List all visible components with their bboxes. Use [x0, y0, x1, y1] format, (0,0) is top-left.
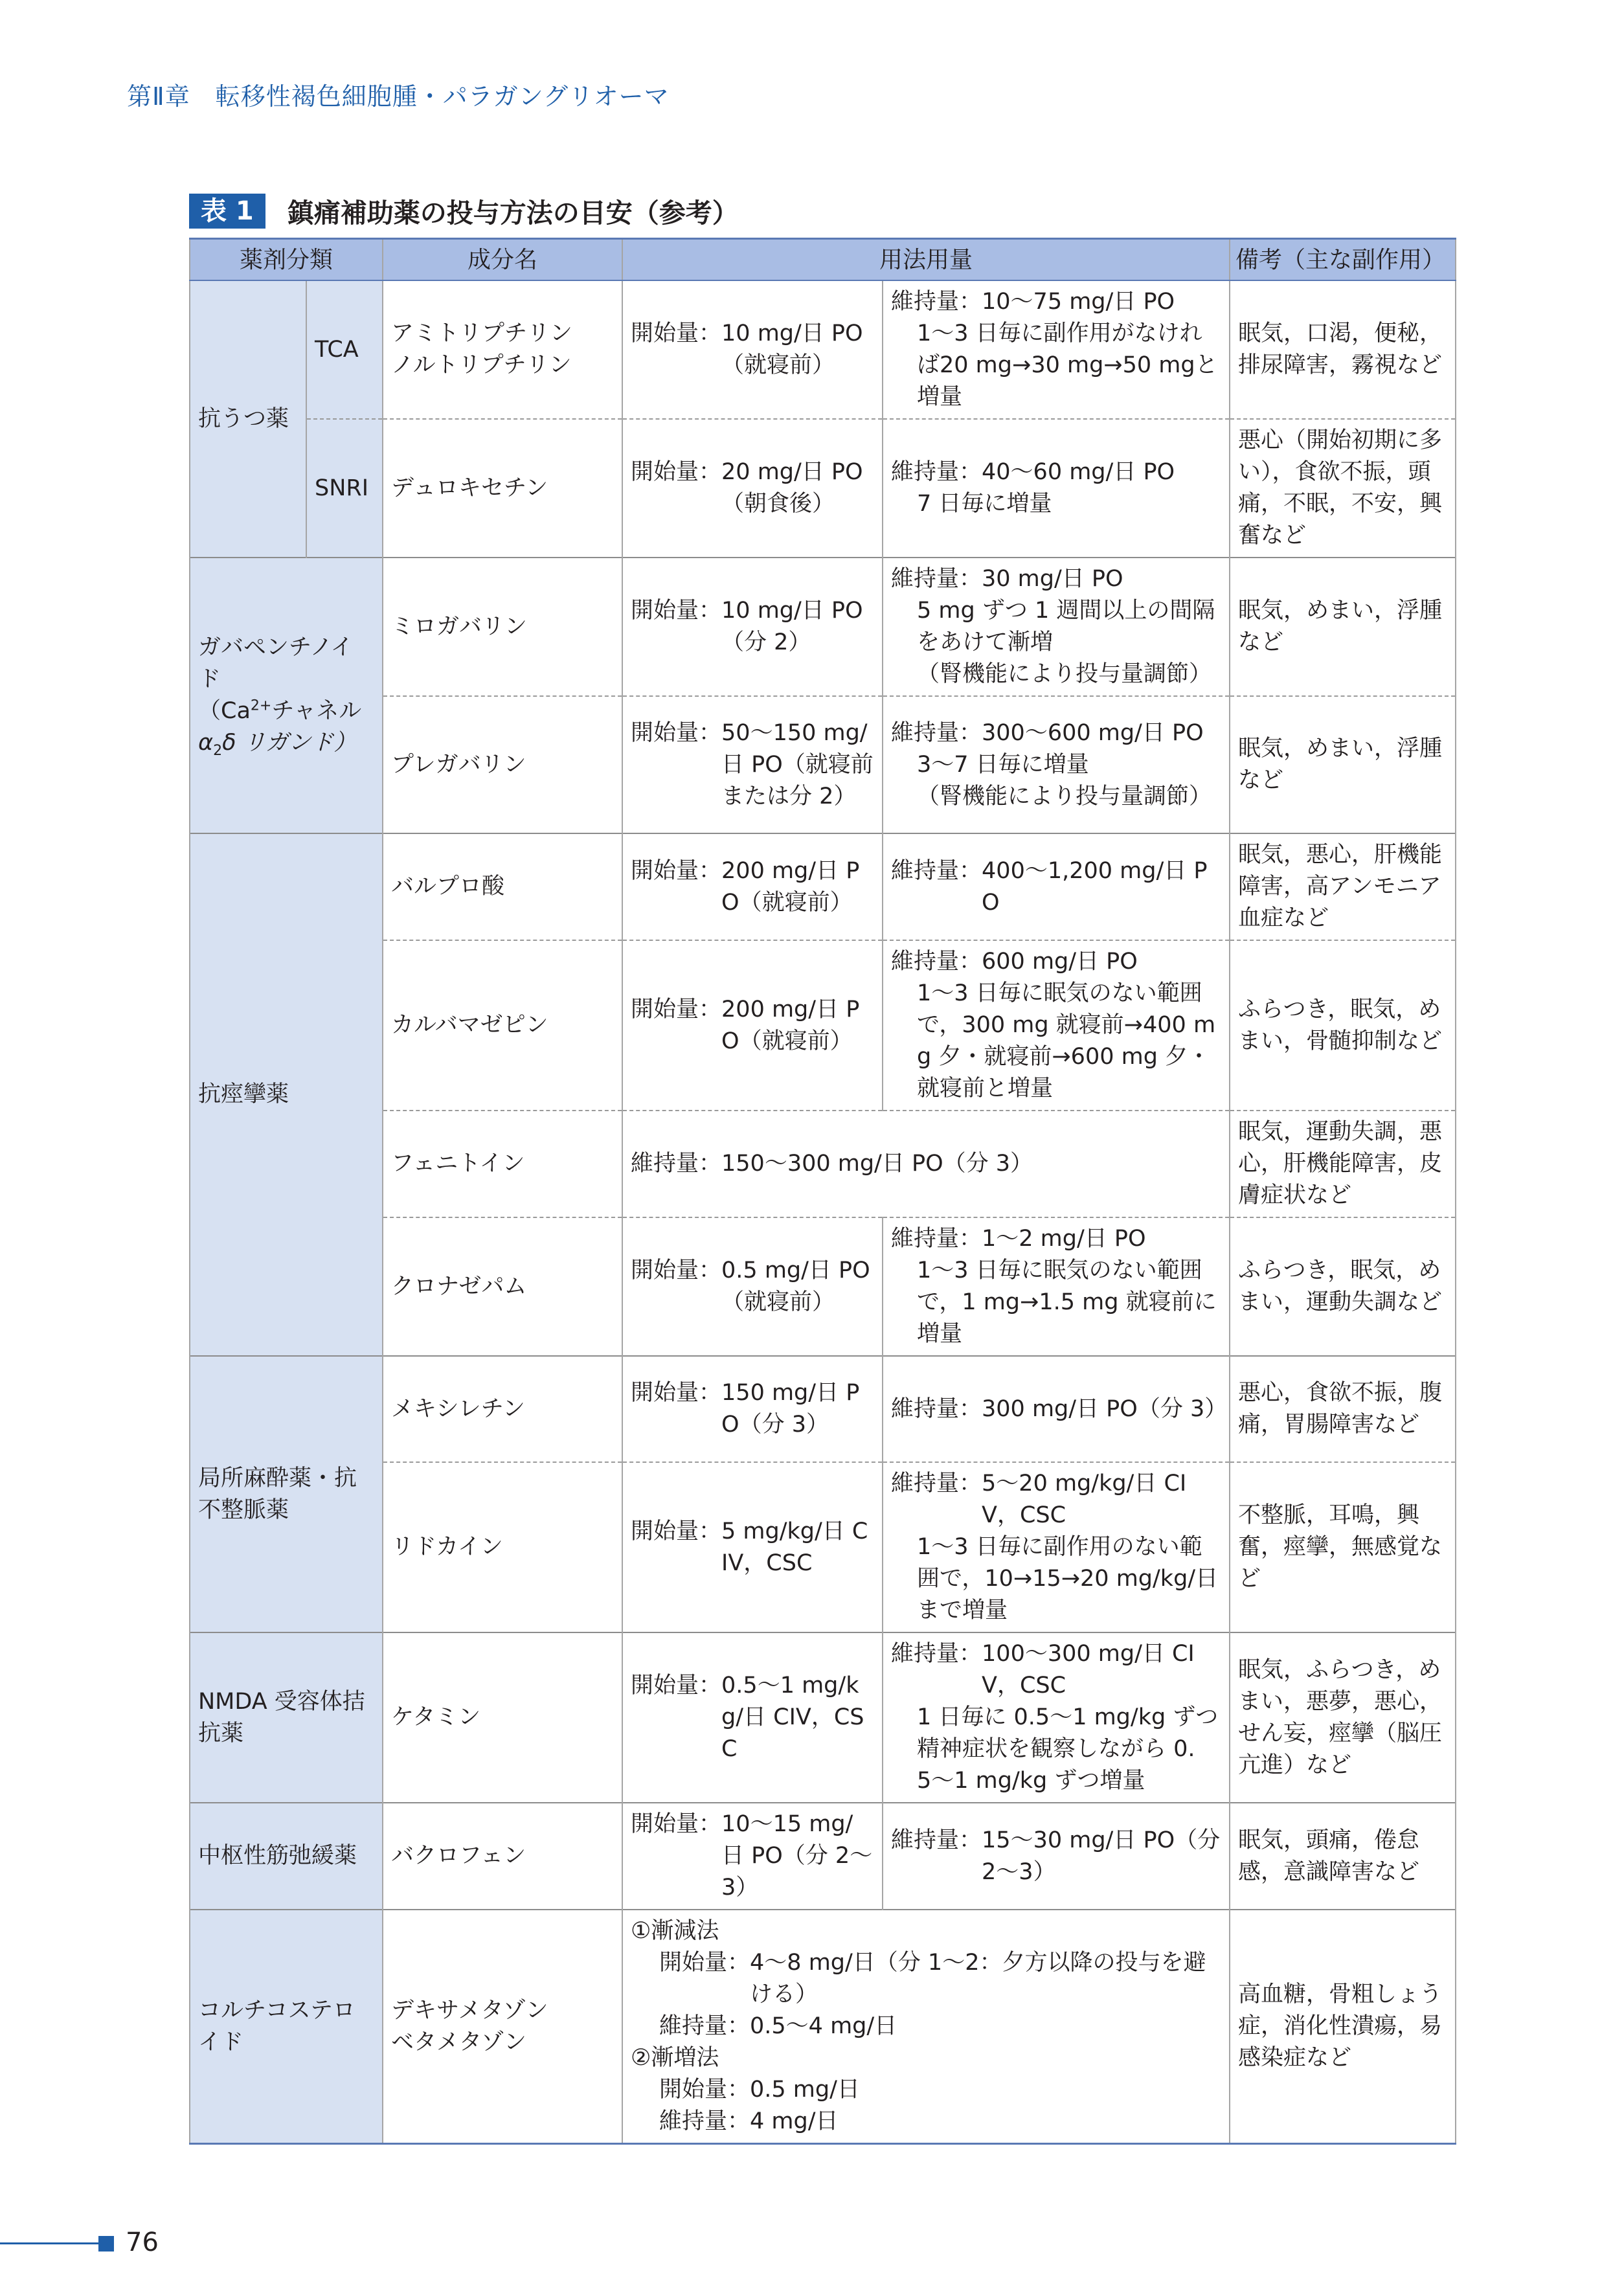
maintenance-note: 7 日毎に増量 — [917, 491, 1052, 517]
maintenance-dose-cell — [883, 940, 1230, 1111]
maintenance-dose-cell — [883, 419, 1230, 558]
start-dose-value: 150 mg/日 PO（分 3） — [721, 1380, 860, 1438]
maintenance-note: 1〜3 日毎に副作用のない範囲で，10→15→20 mg/kg/日まで増量 — [917, 1534, 1219, 1623]
ingredient-cell: ミロガバリン — [383, 558, 622, 696]
start-dose-cell — [622, 1462, 883, 1632]
table-title: 鎮痛補助薬の投与方法の目安（参考） — [287, 198, 739, 229]
maintenance-dose: 維持量：0.5〜4 mg/日 — [659, 2013, 897, 2039]
table-header-row — [190, 239, 1456, 281]
table-label: 表 1 — [189, 194, 265, 229]
table-row — [190, 558, 1456, 696]
header-remarks: 備考（主な副作用） — [1230, 239, 1456, 281]
maintenance-note: 3〜7 日毎に増量 — [917, 751, 1089, 778]
maintenance-dose: 維持量：600 mg/日 PO — [891, 949, 1138, 975]
start-dose-value: 0.5〜1 mg/kg/日 CIV，CSC — [721, 1673, 864, 1762]
maintenance-dose: 維持量：30 mg/日 PO — [891, 566, 1123, 592]
start-dose-value: 0.5 mg/日 PO — [721, 1258, 870, 1283]
start-dose-cell — [622, 419, 883, 558]
start-dose-note: （就寝前） — [721, 352, 835, 378]
remarks-cell: ふらつき，眠気，めまい，骨髄抑制など — [1230, 940, 1456, 1111]
start-dose-cell — [622, 696, 883, 833]
start-dose-label: 開始量： — [631, 598, 722, 624]
maintenance-note: （腎機能により投与量調節） — [917, 661, 1212, 687]
header-class: 薬剤分類 — [190, 239, 383, 281]
start-dose: 開始量：0.5 mg/日 — [659, 2077, 860, 2103]
ingredient-cell: クロナゼパム — [383, 1217, 622, 1356]
remarks-cell: 眠気，頭痛，倦怠感，意識障害など — [1230, 1803, 1456, 1910]
header-dosage: 用法用量 — [622, 239, 1230, 281]
remarks-cell: 眠気，運動失調，悪心，肝機能障害，皮膚症状など — [1230, 1111, 1456, 1217]
ingredient-cell: メキシレチン — [383, 1356, 622, 1462]
ingredient-name: ベタメタゾン — [391, 2029, 526, 2055]
maintenance-dose: 維持量：10〜75 mg/日 PO — [891, 289, 1175, 315]
table-row — [190, 280, 1456, 419]
maintenance-dose-label: 維持量： — [891, 1641, 982, 1667]
start-dose-cell — [622, 280, 883, 419]
maintenance-dose-cell — [883, 1632, 1230, 1803]
footer-rule — [0, 2242, 98, 2244]
dosage-table — [189, 238, 1456, 2145]
start-dose-label: 開始量： — [631, 459, 722, 485]
start-dose-label: 開始量： — [659, 1950, 750, 1976]
table-row — [190, 1803, 1456, 1910]
maintenance-dose-value: 15〜30 mg/日 PO（分 2〜3） — [982, 1827, 1221, 1885]
maintenance-dose-label: 維持量： — [891, 857, 982, 884]
start-dose-value: 200 mg/日 PO（就寝前） — [721, 857, 860, 916]
start-dose-value: 50〜150 mg/日 PO（就寝前または分 2） — [721, 719, 874, 809]
maintenance-dose-cell — [883, 558, 1230, 696]
maintenance-dose: 維持量：300〜600 mg/日 PO — [891, 719, 1204, 746]
table-caption — [189, 192, 739, 230]
start-dose-label: 開始量： — [631, 996, 722, 1022]
dosage-cell: 維持量：150〜300 mg/日 PO（分 3） — [622, 1111, 1230, 1217]
header-ingredient: 成分名 — [383, 239, 622, 281]
ingredient-cell — [383, 280, 622, 419]
maintenance-dose-label: 維持量： — [891, 1471, 982, 1496]
maintenance-dose-cell — [883, 833, 1230, 940]
category-cell: 中枢性筋弛緩薬 — [190, 1803, 383, 1910]
ingredient-cell: カルバマゼピン — [383, 940, 622, 1111]
chapter-header: 第Ⅱ章 転移性褐色細胞腫・パラガングリオーマ — [127, 82, 670, 111]
start-dose-label: 開始量： — [631, 719, 722, 746]
remarks-cell: 不整脈，耳鳴，興奮，痙攣，無感覚など — [1230, 1462, 1456, 1632]
start-dose-label: 開始量： — [631, 321, 722, 346]
start-dose-label: 開始量： — [631, 857, 722, 884]
remarks-cell: 眠気，めまい，浮腫など — [1230, 558, 1456, 696]
start-dose-note: （朝食後） — [721, 491, 835, 517]
maintenance-dose-label: 維持量： — [891, 1827, 982, 1853]
maintenance-dose-cell — [883, 1217, 1230, 1356]
remarks-cell: 眠気，悪心，肝機能障害，高アンモニア血症など — [1230, 833, 1456, 940]
maintenance-dose-cell — [883, 1803, 1230, 1910]
method-label: ①漸減法 — [631, 1918, 719, 1944]
remarks-cell: 眠気，口渇，便秘，排尿障害，霧視など — [1230, 280, 1456, 419]
start-dose-value: 200 mg/日 PO（就寝前） — [721, 996, 860, 1054]
ingredient-name: アミトリプチリン — [391, 321, 573, 346]
ingredient-cell: デュロキセチン — [383, 419, 622, 558]
table-row — [190, 1910, 1456, 2144]
ingredient-cell: フェニトイン — [383, 1111, 622, 1217]
start-dose-cell — [622, 940, 883, 1111]
maintenance-note: 1〜3 日毎に眠気のない範囲で，300 mg 就寝前→400 mg 夕・就寝前→600 mg 夕・就寝前と増量 — [917, 980, 1216, 1101]
maintenance-note: 5 mg ずつ 1 週間以上の間隔をあけて漸増 — [917, 598, 1215, 655]
method-label: ②漸増法 — [631, 2045, 719, 2071]
maintenance-dose-cell — [883, 280, 1230, 419]
ingredient-cell: プレガバリン — [383, 696, 622, 833]
subcategory-cell: SNRI — [306, 419, 383, 558]
category-cell: コルチコステロイド — [190, 1910, 383, 2144]
page-number: 76 — [126, 2228, 159, 2257]
maintenance-dose: 維持量：1〜2 mg/日 PO — [891, 1226, 1146, 1252]
category-cell: ガバペンチノイド （$Ca^{2+}$チャネル $\alpha_2\delta$ リガンド） — [190, 558, 383, 833]
table-row — [190, 1356, 1456, 1462]
remarks-cell: 眠気，めまい，浮腫など — [1230, 696, 1456, 833]
start-dose-cell — [622, 1632, 883, 1803]
ingredient-cell: バクロフェン — [383, 1803, 622, 1910]
ingredient-name: デキサメタゾン — [391, 1997, 548, 2024]
remarks-cell: 高血糖，骨粗しょう症，消化性潰瘍，易感染症など — [1230, 1910, 1456, 2144]
table-row — [190, 1632, 1456, 1803]
remarks-cell: 悪心，食欲不振，腹痛，胃腸障害など — [1230, 1356, 1456, 1462]
category-cell: NMDA 受容体拮抗薬 — [190, 1632, 383, 1803]
maintenance-dose-cell — [883, 1462, 1230, 1632]
maintenance-note: 1〜3 日毎に眠気のない範囲で，1 mg→1.5 mg 就寝前に増量 — [917, 1258, 1217, 1347]
start-dose-label: 開始量： — [631, 1673, 722, 1699]
maintenance-dose-cell: 維持量：300 mg/日 PO（分 3） — [883, 1356, 1230, 1462]
maintenance-dose-value: 400〜1,200 mg/日 PO — [982, 857, 1208, 916]
maintenance-note: （腎機能により投与量調節） — [917, 783, 1212, 809]
start-dose-value: 20 mg/日 PO — [721, 459, 863, 485]
maintenance-dose-cell — [883, 696, 1230, 833]
maintenance-dose-value: 5〜20 mg/kg/日 CIV，CSC — [982, 1471, 1187, 1528]
start-dose-cell — [622, 1356, 883, 1462]
maintenance-note: 1〜3 日毎に副作用がなければ20 mg→30 mg→50 mgと増量 — [917, 321, 1218, 410]
category-cell: 抗うつ薬 — [190, 280, 306, 558]
maintenance-dose: 維持量：4 mg/日 — [659, 2108, 839, 2134]
category-text: ガバペンチノイド — [198, 635, 354, 692]
start-dose-label: 開始量： — [631, 1258, 722, 1283]
start-dose-label: 開始量： — [631, 1811, 722, 1837]
remarks-cell: 悪心（開始初期に多い），食欲不振，頭痛，不眠，不安，興奮など — [1230, 419, 1456, 558]
start-dose-label: 開始量： — [631, 1380, 722, 1406]
start-dose-note: （就寝前） — [721, 1289, 835, 1315]
category-cell: 抗痙攣薬 — [190, 833, 383, 1356]
start-dose-cell — [622, 558, 883, 696]
start-dose-value: 4〜8 mg/日（分 1〜2：夕方以降の投与を避ける） — [750, 1950, 1206, 2007]
table-row — [190, 833, 1456, 940]
table-row — [190, 419, 1456, 558]
footer-square-icon — [98, 2236, 114, 2252]
start-dose-value: 10〜15 mg/日 PO（分 2〜3） — [721, 1811, 873, 1901]
ingredient-name: ノルトリプチリン — [391, 352, 572, 378]
maintenance-dose-value: 100〜300 mg/日 CIV，CSC — [982, 1641, 1195, 1699]
category-cell: 局所麻酔薬・抗不整脈薬 — [190, 1356, 383, 1632]
start-dose-cell — [622, 1217, 883, 1356]
start-dose-cell — [622, 833, 883, 940]
dosage-cell — [622, 1910, 1230, 2144]
subcategory-cell: TCA — [306, 280, 383, 419]
ingredient-cell: バルプロ酸 — [383, 833, 622, 940]
start-dose-value: 10 mg/日 PO — [721, 321, 863, 346]
ingredient-cell: ケタミン — [383, 1632, 622, 1803]
start-dose-value: 10 mg/日 PO — [721, 598, 863, 624]
maintenance-dose: 維持量：40〜60 mg/日 PO — [891, 459, 1175, 485]
remarks-cell: 眠気，ふらつき，めまい，悪夢，悪心，せん妄，痙攣（脳圧亢進）など — [1230, 1632, 1456, 1803]
ingredient-cell: リドカイン — [383, 1462, 622, 1632]
ingredient-cell — [383, 1910, 622, 2144]
start-dose-cell — [622, 1803, 883, 1910]
start-dose-note: （分 2） — [721, 629, 811, 655]
start-dose-label: 開始量： — [631, 1518, 722, 1544]
start-dose-value: 5 mg/kg/日 CIV，CSC — [721, 1518, 868, 1576]
remarks-cell: ふらつき，眠気，めまい，運動失調など — [1230, 1217, 1456, 1356]
maintenance-note: 1 日毎に 0.5〜1 mg/kg ずつ精神症状を観察しながら 0.5〜1 mg/kg ずつ増量 — [917, 1704, 1219, 1794]
